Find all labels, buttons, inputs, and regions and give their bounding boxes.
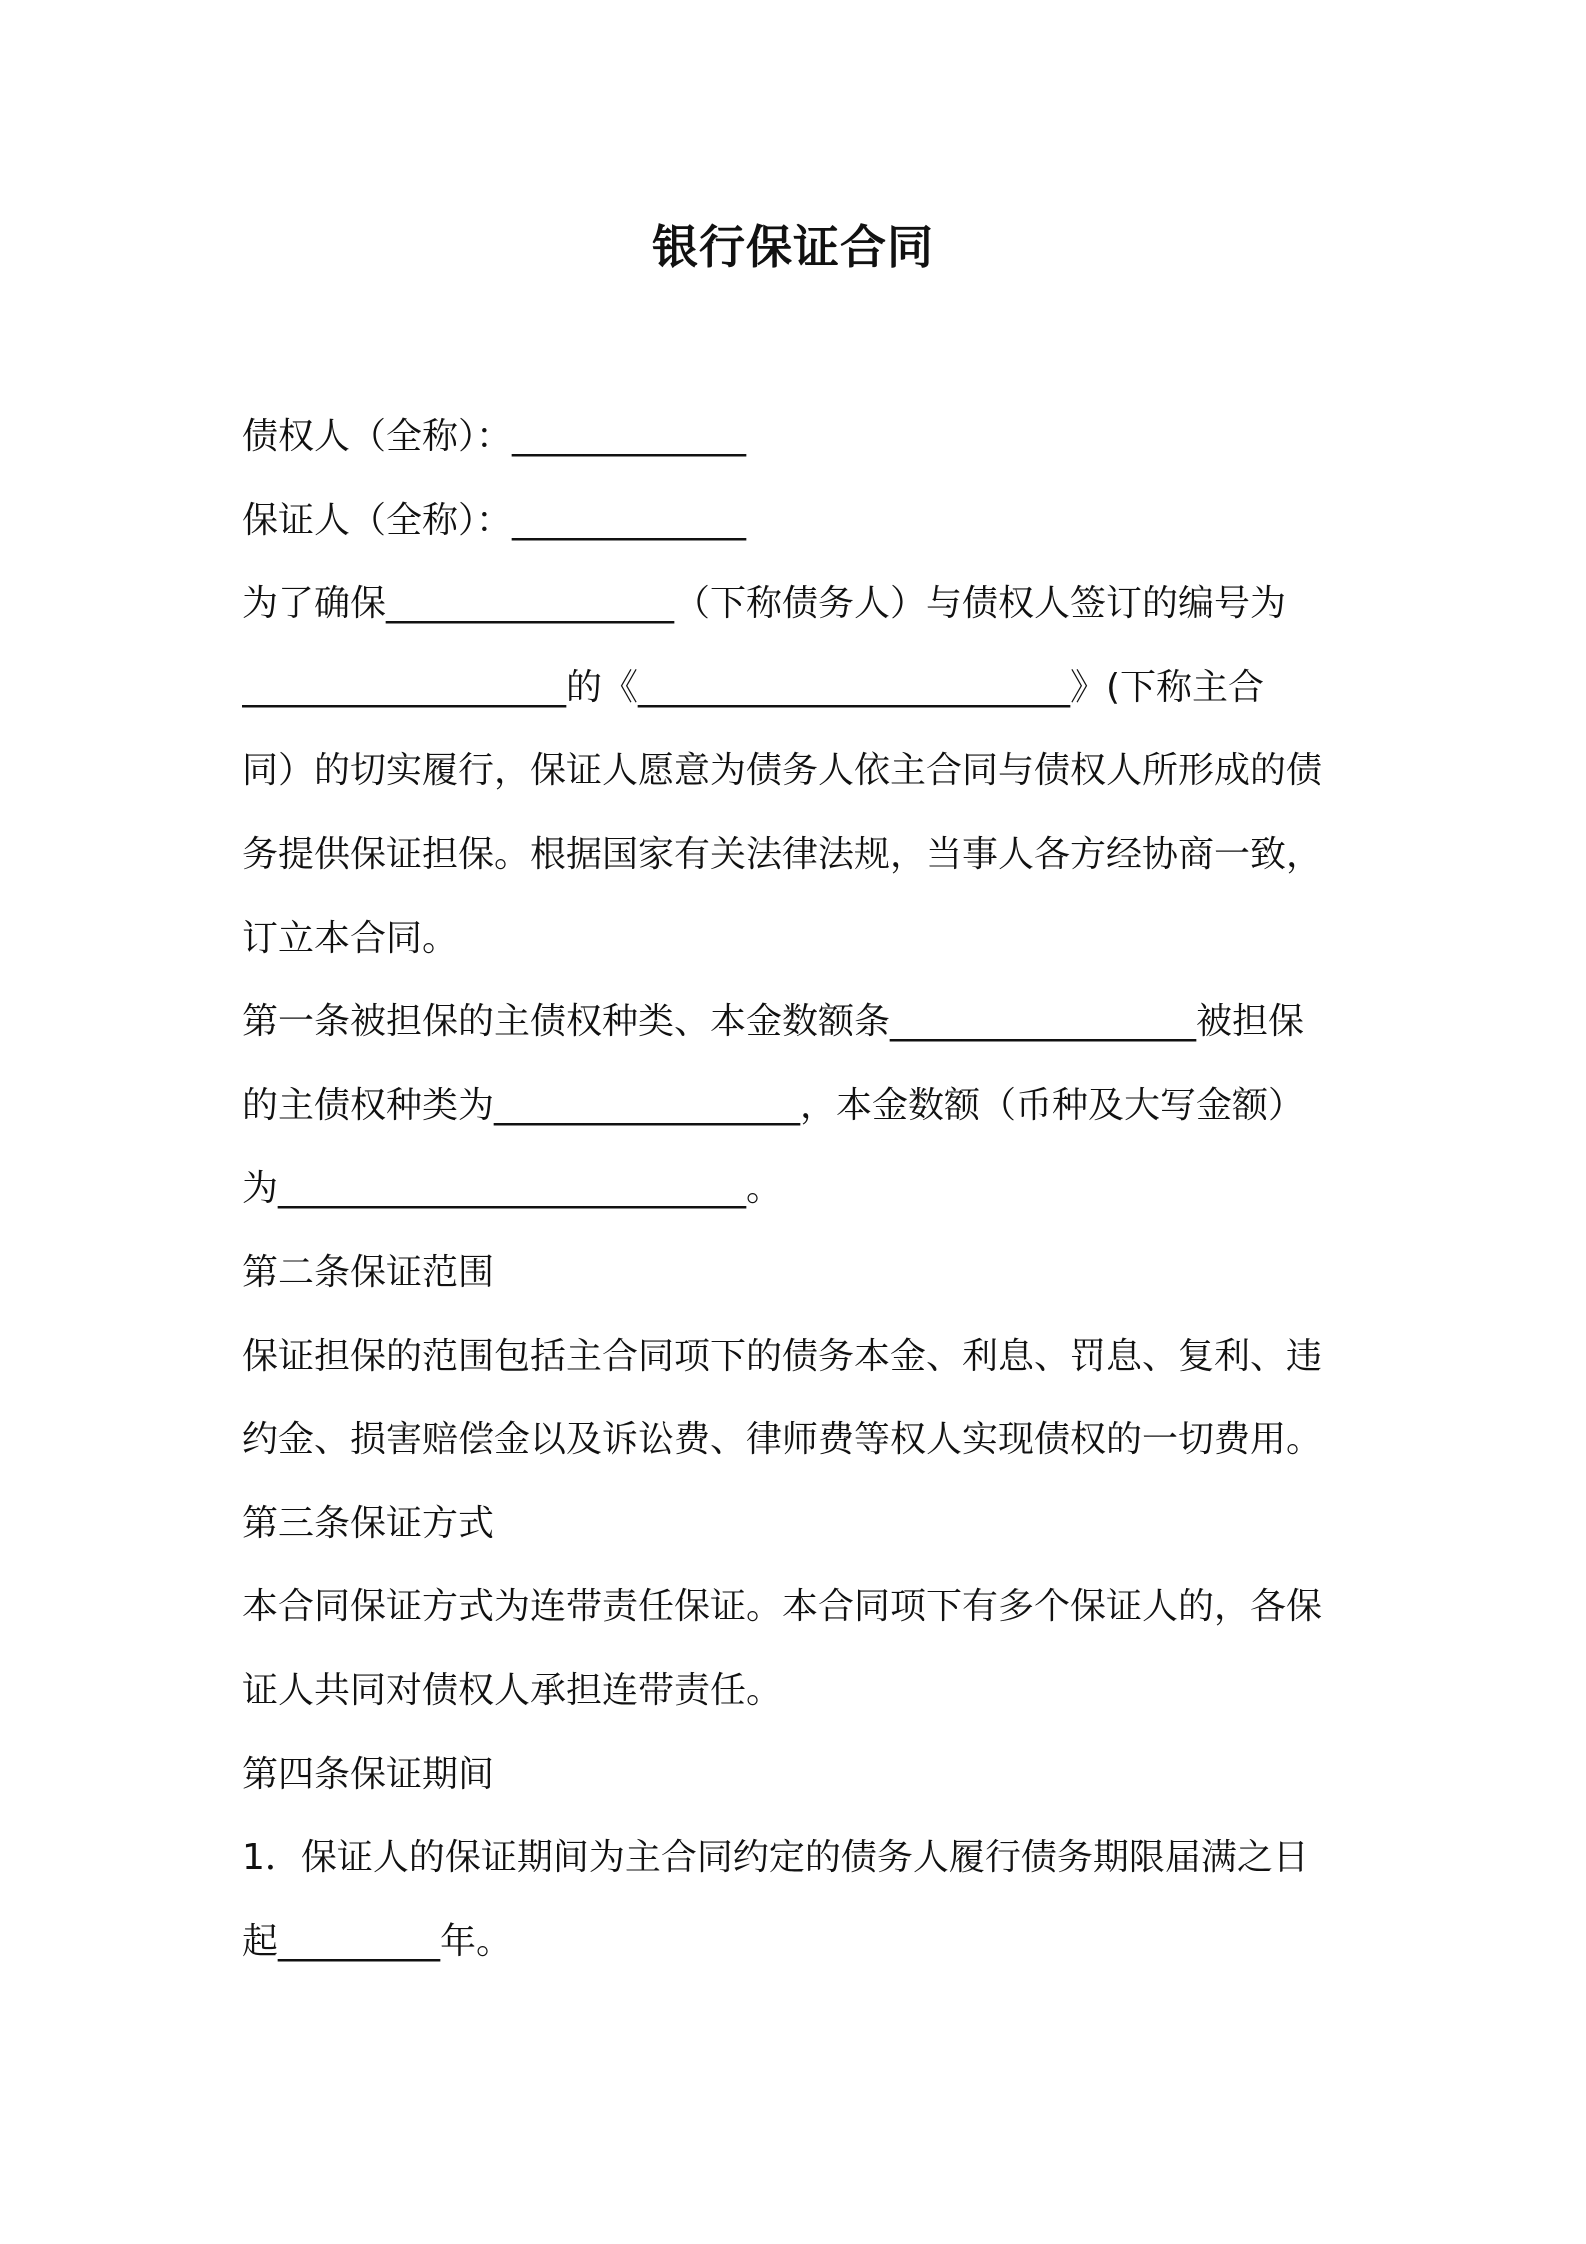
guarantor-name-line: 保证人（全称）：_____________ bbox=[242, 499, 747, 541]
preamble-line: 订立本合同。 bbox=[242, 917, 459, 959]
article-3-line: 证人共同对债权人承担连带责任。 bbox=[242, 1669, 783, 1711]
article-2-line: 约金、损害赔偿金以及诉讼费、律师费等权人实现债权的一切费用。 bbox=[242, 1419, 1323, 1461]
preamble-line: 务提供保证担保。根据国家有关法律法规，当事人各方经协商一致， bbox=[242, 833, 1323, 875]
article-1-line: 的主债权种类为_________________，本金数额（币种及大写金额） bbox=[242, 1084, 1305, 1126]
article-3-heading: 第三条保证方式 bbox=[242, 1502, 495, 1544]
article-1-line: 为__________________________。 bbox=[242, 1168, 782, 1210]
article-1-line: 第一条被担保的主债权种类、本金数额条_________________被担保 bbox=[242, 1001, 1305, 1043]
preamble-line: 同）的切实履行，保证人愿意为债务人依主合同与债权人所形成的债 bbox=[242, 750, 1323, 792]
document-body bbox=[242, 395, 1357, 1983]
article-4-heading: 第四条保证期间 bbox=[242, 1753, 495, 1795]
article-2-heading: 第二条保证范围 bbox=[242, 1251, 495, 1293]
creditor-name-line: 债权人（全称）：_____________ bbox=[242, 416, 747, 457]
preamble-line: __________________的《________________________》(下称主合 bbox=[242, 666, 1265, 708]
article-4-line: 1．保证人的保证期间为主合同约定的债务人履行债务期限届满之日 bbox=[242, 1837, 1309, 1879]
article-2-line: 保证担保的范围包括主合同项下的债务本金、利息、罚息、复利、违 bbox=[242, 1335, 1323, 1377]
preamble-line: 为了确保________________（下称债务人）与债权人签订的编号为 bbox=[242, 583, 1287, 625]
article-3-line: 本合同保证方式为连带责任保证。本合同项下有多个保证人的，各保 bbox=[242, 1586, 1323, 1628]
article-4-line: 起_________年。 bbox=[242, 1920, 513, 1962]
document-title: 银行保证合同 bbox=[652, 220, 934, 274]
